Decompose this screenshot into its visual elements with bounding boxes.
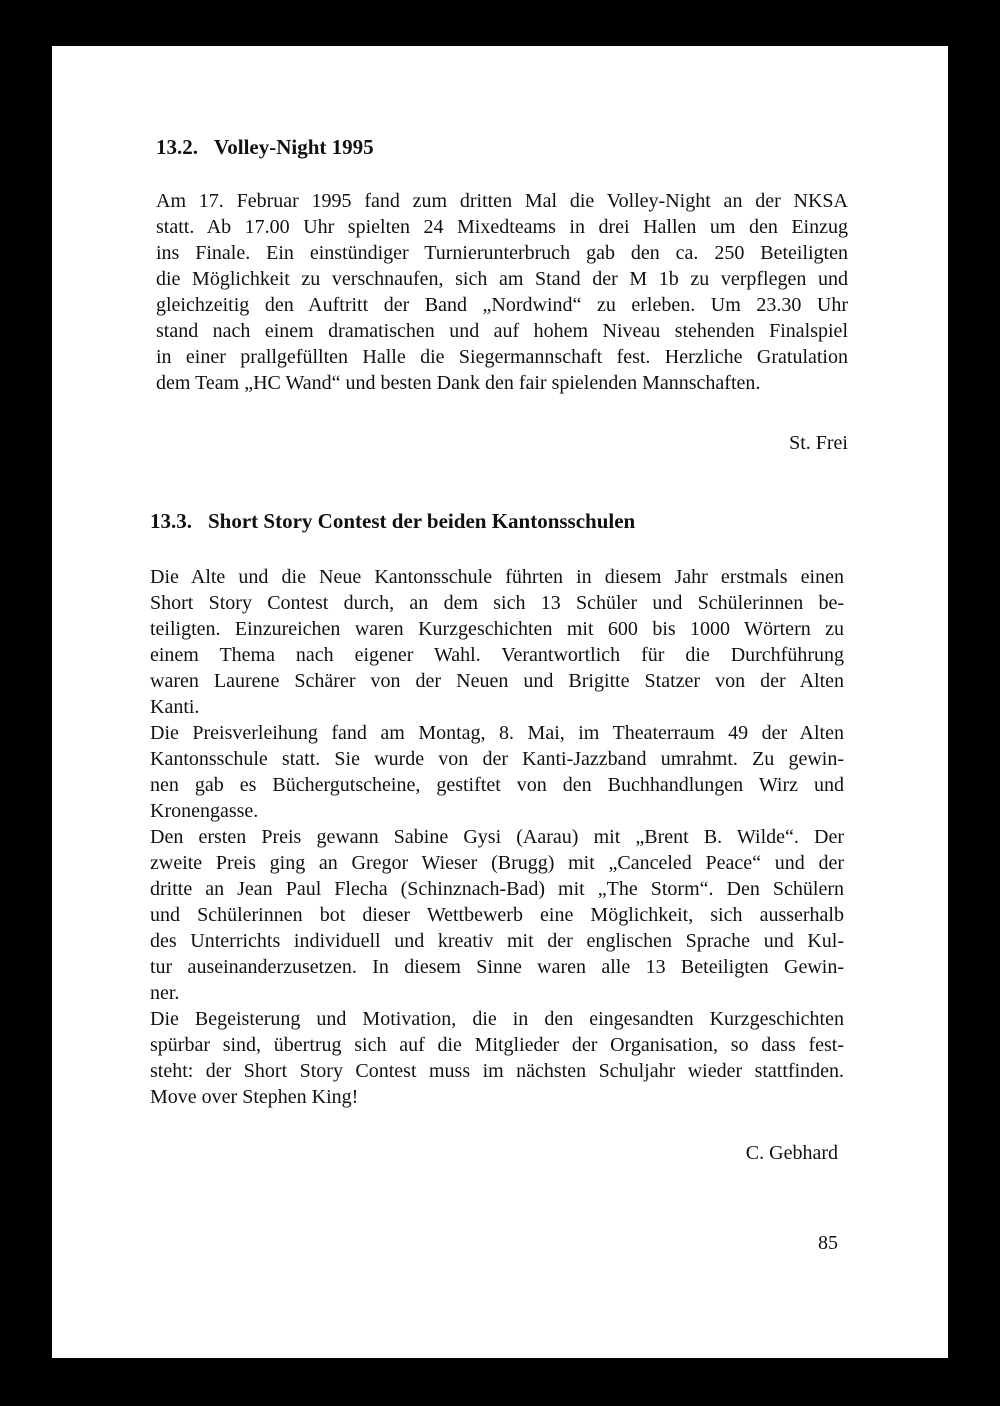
paragraph-volley-night bbox=[156, 188, 848, 396]
text-line: tur auseinanderzusetzen. In diesem Sinne waren alle 13 Beteiligten Gewin- bbox=[150, 956, 844, 978]
text-line: ins Finale. Ein einstündiger Turnierunterbruch gab den ca. 250 Beteiligten bbox=[156, 242, 848, 264]
text-line: dritte an Jean Paul Flecha (Schinznach-Bad) mit „The Storm“. Den Schülern bbox=[150, 878, 844, 900]
text-line: die Möglichkeit zu verschnaufen, sich am Stand der M 1b zu verpflegen und bbox=[156, 268, 848, 290]
section-heading-volley-night bbox=[156, 134, 374, 160]
text-line: teiligten. Einzureichen waren Kurzgeschichten mit 600 bis 1000 Wörtern zu bbox=[150, 618, 844, 640]
text-line: stand nach einem dramatischen und auf hohem Niveau stehenden Finalspiel bbox=[156, 320, 848, 342]
text-line: steht: der Short Story Contest muss im nächsten Schuljahr wieder stattfinden. bbox=[150, 1060, 844, 1082]
text-line: waren Laurene Schärer von der Neuen und Brigitte Statzer von der Alten bbox=[150, 670, 844, 692]
text-line: ner. bbox=[150, 982, 180, 1004]
text-line: und Schülerinnen bot dieser Wettbewerb eine Möglichkeit, sich ausserhalb bbox=[150, 904, 844, 926]
section-number: 13.3. bbox=[150, 509, 192, 533]
page-number: 85 bbox=[818, 1232, 838, 1254]
text-line: des Unterrichts individuell und kreativ mit der englischen Sprache und Kul- bbox=[150, 930, 844, 952]
section-title: Volley-Night 1995 bbox=[214, 135, 374, 159]
text-line: Die Preisverleihung fand am Montag, 8. Mai, im Theaterraum 49 der Alten bbox=[150, 722, 844, 744]
text-line: Am 17. Februar 1995 fand zum dritten Mal die Volley-Night an der NKSA bbox=[156, 190, 848, 212]
text-line: Die Alte und die Neue Kantonsschule führten in diesem Jahr erstmals einen bbox=[150, 566, 844, 588]
text-line: Kronengasse. bbox=[150, 800, 259, 822]
text-line: Die Begeisterung und Motivation, die in den eingesandten Kurzgeschichten bbox=[150, 1008, 844, 1030]
signature-c-gebhard: C. Gebhard bbox=[745, 1142, 838, 1164]
text-line: zweite Preis ging an Gregor Wieser (Brugg) mit „Canceled Peace“ und der bbox=[150, 852, 844, 874]
signature-st-frei: St. Frei bbox=[789, 432, 848, 454]
text-line: gleichzeitig den Auftritt der Band „Nordwind“ zu erleben. Um 23.30 Uhr bbox=[156, 294, 848, 316]
text-line: dem Team „HC Wand“ und besten Dank den fair spielenden Mannschaften. bbox=[156, 372, 761, 394]
text-line: nen gab es Büchergutscheine, gestiftet von den Buchhandlungen Wirz und bbox=[150, 774, 844, 796]
paragraph-short-story bbox=[150, 564, 844, 1110]
document-page bbox=[52, 46, 948, 1358]
text-line: Kantonsschule statt. Sie wurde von der Kanti-Jazzband umrahmt. Zu gewin- bbox=[150, 748, 844, 770]
text-line: einem Thema nach eigener Wahl. Verantwortlich für die Durchführung bbox=[150, 644, 844, 666]
text-line: Short Story Contest durch, an dem sich 13 Schüler und Schülerinnen be- bbox=[150, 592, 844, 614]
section-number: 13.2. bbox=[156, 135, 198, 159]
section-heading-short-story bbox=[150, 508, 635, 534]
text-line: spürbar sind, übertrug sich auf die Mitglieder der Organisation, so dass fest- bbox=[150, 1034, 844, 1056]
text-line: Kanti. bbox=[150, 696, 200, 718]
text-line: Den ersten Preis gewann Sabine Gysi (Aarau) mit „Brent B. Wilde“. Der bbox=[150, 826, 844, 848]
text-line: statt. Ab 17.00 Uhr spielten 24 Mixedteams in drei Hallen um den Einzug bbox=[156, 216, 848, 238]
text-line: Move over Stephen King! bbox=[150, 1086, 359, 1108]
section-title: Short Story Contest der beiden Kantonsschulen bbox=[208, 509, 636, 533]
text-line: in einer prallgefüllten Halle die Siegermannschaft fest. Herzliche Gratulation bbox=[156, 346, 848, 368]
